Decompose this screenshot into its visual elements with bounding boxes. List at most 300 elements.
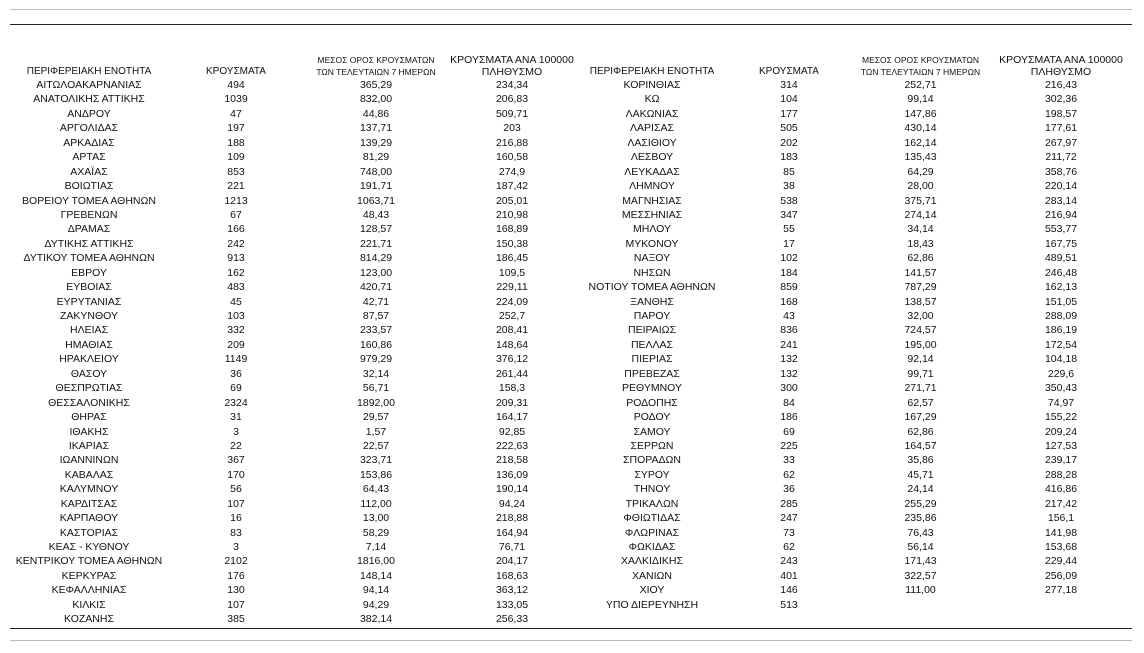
cell-avg: 138,57 — [904, 295, 937, 308]
cell-avg: 979,29 — [359, 353, 393, 366]
cell-per100k: 222,63 — [495, 439, 529, 452]
cell-region: ΧΑΛΚΙΔΙΚΗΣ — [621, 555, 683, 568]
cell-cases: 177 — [780, 107, 798, 120]
cell-region: ΣΕΡΡΩΝ — [630, 439, 674, 452]
cell-cases: 494 — [227, 79, 245, 91]
cell-avg: 167,29 — [904, 411, 937, 424]
cell-avg: 62,86 — [907, 425, 934, 438]
cell-per100k: 167,75 — [1044, 237, 1078, 250]
cell-cases: 69 — [230, 382, 242, 395]
cell-region: ΧΙΟΥ — [639, 584, 665, 597]
cell-per100k: 164,17 — [495, 411, 529, 424]
cell-cases: 85 — [783, 165, 795, 178]
header-per-line2: ΠΛΗΘΥΣΜΟ — [481, 66, 543, 78]
cell-avg: 87,57 — [362, 310, 390, 322]
cell-region: ΣΑΜΟΥ — [633, 425, 671, 438]
cell-cases: 188 — [227, 136, 245, 149]
cell-cases: 166 — [227, 223, 245, 236]
cell-cases: 168 — [780, 295, 798, 308]
cell-avg: 148,14 — [359, 569, 393, 582]
cell-region: ΦΘΙΩΤΙΔΑΣ — [623, 512, 681, 525]
cell-cases: 385 — [227, 613, 245, 626]
cell-avg: 28,00 — [907, 180, 934, 193]
cell-region: ΚΑΣΤΟΡΙΑΣ — [59, 526, 119, 539]
cell-avg: 814,29 — [359, 252, 393, 265]
cell-region: ΜΗΛΟΥ — [633, 223, 671, 236]
cell-avg: 141,57 — [904, 266, 937, 279]
cell-per100k: 218,58 — [495, 454, 529, 467]
cell-region: ΒΟΙΩΤΙΑΣ — [64, 180, 114, 193]
cell-per100k: 198,57 — [1044, 107, 1078, 120]
cell-per100k: 363,12 — [495, 584, 529, 597]
cell-avg: 1892,00 — [357, 396, 395, 409]
cell-region: ΑΝΑΤΟΛΙΚΗΣ ΑΤΤΙΚΗΣ — [33, 93, 145, 106]
cell-per100k: 172,54 — [1044, 338, 1078, 351]
cell-avg: 162,14 — [904, 136, 937, 149]
cell-avg: 1,57 — [365, 425, 387, 438]
cell-cases: 45 — [230, 295, 242, 308]
cell-region: ΞΑΝΘΗΣ — [630, 295, 674, 308]
cell-per100k: 186,19 — [1044, 324, 1078, 337]
cell-region: ΚΑΡΔΙΤΣΑΣ — [60, 497, 118, 510]
cell-per100k: 186,45 — [495, 252, 529, 265]
top-thin-rule — [10, 9, 1132, 10]
cell-region: ΡΕΘΥΜΝΟΥ — [621, 382, 682, 395]
cell-cases: 197 — [227, 122, 245, 135]
cell-per100k: 155,22 — [1044, 411, 1078, 424]
cell-per100k: 509,71 — [495, 107, 529, 120]
cell-region: ΒΟΡΕΙΟΥ ΤΟΜΕΑ ΑΘΗΝΩΝ — [22, 194, 156, 207]
cell-avg: 99,71 — [907, 367, 934, 380]
cell-cases: 247 — [780, 512, 798, 525]
top-rule — [10, 24, 1132, 25]
cell-per100k: 94,24 — [498, 497, 526, 510]
cell-per100k: 350,43 — [1044, 382, 1078, 395]
cell-region: ΠΡΕΒΕΖΑΣ — [624, 367, 680, 380]
cell-cases: 43 — [783, 310, 795, 322]
cell-avg: 271,71 — [904, 382, 937, 395]
cell-cases: 104 — [780, 93, 798, 106]
cell-avg: 274,14 — [904, 208, 937, 221]
cell-per100k: 177,61 — [1044, 122, 1078, 135]
cell-per100k: 209,24 — [1044, 425, 1078, 438]
header-per100k — [447, 54, 577, 78]
cell-cases: 184 — [780, 266, 798, 279]
cell-per100k: 267,97 — [1044, 136, 1078, 149]
cell-region: ΚΟΖΑΝΗΣ — [64, 613, 114, 626]
cell-cases: 202 — [780, 136, 798, 149]
cell-avg: 58,29 — [362, 526, 390, 539]
cell-avg: 153,86 — [359, 468, 393, 481]
cell-cases: 67 — [230, 208, 242, 221]
cell-avg: 171,43 — [904, 555, 937, 568]
cell-avg: 195,00 — [904, 338, 937, 351]
cell-per100k: 151,05 — [1044, 295, 1078, 308]
cell-region: ΚΑΒΑΛΑΣ — [64, 468, 114, 481]
cell-per100k: 277,18 — [1044, 584, 1078, 597]
header-avg-line2: ΤΩΝ ΤΕΛΕΥΤΑΙΩΝ 7 ΗΜΕΡΩΝ — [316, 67, 436, 77]
cell-cases: 162 — [227, 266, 245, 279]
cell-cases: 241 — [780, 338, 798, 351]
cell-per100k: 224,09 — [495, 295, 529, 308]
cell-avg: 7,14 — [365, 541, 387, 553]
cell-avg: 45,71 — [907, 468, 934, 481]
cell-per100k: 216,94 — [1044, 208, 1078, 221]
cell-avg: 32,00 — [907, 310, 934, 322]
cell-region: ΑΧΑΪΑΣ — [70, 165, 108, 178]
cell-region: ΔΥΤΙΚΟΥ ΤΟΜΕΑ ΑΘΗΝΩΝ — [23, 252, 155, 265]
cell-cases: 221 — [227, 180, 245, 193]
cell-region: ΚΑΛΥΜΝΟΥ — [59, 483, 119, 496]
cell-per100k: 187,42 — [495, 180, 529, 193]
cell-region: ΑΡΤΑΣ — [72, 151, 106, 164]
cell-avg: 748,00 — [359, 165, 393, 178]
cell-per100k: 203 — [503, 122, 521, 135]
cell-region: ΘΕΣΠΡΩΤΙΑΣ — [55, 382, 123, 395]
cell-per100k: 302,36 — [1044, 93, 1078, 106]
cell-avg: 18,43 — [907, 237, 934, 250]
cell-avg: 128,57 — [359, 223, 393, 236]
cell-cases: 103 — [227, 310, 245, 322]
cell-per100k: 553,77 — [1044, 223, 1078, 236]
cell-per100k: 220,14 — [1044, 180, 1078, 193]
cell-cases: 36 — [783, 483, 795, 496]
cell-per100k: 216,88 — [495, 136, 529, 149]
cell-cases: 332 — [227, 324, 245, 337]
cell-region: ΘΑΣΟΥ — [70, 367, 108, 380]
cell-avg: 62,86 — [907, 252, 934, 265]
cell-region: ΜΕΣΣΗΝΙΑΣ — [621, 208, 683, 221]
cell-cases: 132 — [780, 353, 798, 366]
cell-region: ΦΛΩΡΙΝΑΣ — [624, 526, 680, 539]
cell-region: ΝΟΤΙΟΥ ΤΟΜΕΑ ΑΘΗΝΩΝ — [588, 281, 716, 294]
cell-per100k: 274,9 — [498, 165, 526, 178]
cell-per100k: 229,44 — [1044, 555, 1078, 568]
cell-per100k: 234,34 — [495, 79, 529, 91]
cell-cases: 170 — [227, 468, 245, 481]
cell-cases: 505 — [780, 122, 798, 135]
cell-avg: 137,71 — [359, 122, 393, 135]
header-per-line1: ΚΡΟΥΣΜΑΤΑ ΑΝΑ 100000 — [450, 54, 574, 66]
cell-cases: 243 — [780, 555, 798, 568]
cell-cases: 2324 — [224, 396, 248, 409]
cell-region: ΦΩΚΙΔΑΣ — [628, 541, 676, 553]
cell-per100k: 74,97 — [1047, 396, 1075, 409]
cell-cases: 33 — [783, 454, 795, 467]
cell-region: ΤΡΙΚΑΛΩΝ — [625, 497, 679, 510]
cell-avg: 32,14 — [362, 367, 390, 380]
cell-cases: 513 — [780, 598, 798, 611]
cell-cases: 56 — [230, 483, 242, 496]
cell-avg: 111,00 — [905, 584, 936, 597]
cell-per100k: 160,58 — [495, 151, 529, 164]
cell-per100k: 127,53 — [1044, 439, 1078, 452]
cell-region: ΓΡΕΒΕΝΩΝ — [60, 208, 118, 221]
cell-region: ΠΕΙΡΑΙΩΣ — [628, 324, 676, 337]
cell-region: ΡΟΔΟΠΗΣ — [626, 396, 678, 409]
cell-region: ΚΕΡΚΥΡΑΣ — [61, 569, 117, 582]
cell-avg: 1063,71 — [357, 194, 395, 207]
cell-region: ΚΟΡΙΝΘΙΑΣ — [623, 79, 681, 91]
cell-per100k: 168,89 — [495, 223, 529, 236]
cell-per100k: 209,31 — [495, 396, 529, 409]
cell-per100k: 288,28 — [1044, 468, 1078, 481]
cell-region: ΙΩΑΝΝΙΝΩΝ — [59, 454, 119, 467]
cell-cases: 31 — [230, 411, 242, 424]
cell-region: ΗΜΑΘΙΑΣ — [65, 338, 113, 351]
cell-cases: 107 — [227, 497, 245, 510]
cell-region: ΜΥΚΟΝΟΥ — [625, 237, 679, 250]
cell-region: ΝΑΞΟΥ — [633, 252, 671, 265]
header-avg-line1: ΜΕΣΟΣ ΟΡΟΣ ΚΡΟΥΣΜΑΤΩΝ — [317, 55, 435, 65]
cell-avg: 233,57 — [359, 324, 393, 337]
cell-per100k: 148,64 — [495, 338, 529, 351]
cell-avg: 430,14 — [904, 122, 937, 135]
cell-per100k: 156,1 — [1047, 512, 1075, 525]
cell-per100k: 210,98 — [495, 208, 529, 221]
cell-avg: 112,00 — [360, 497, 392, 510]
cell-per100k: 133,05 — [495, 598, 529, 611]
cell-region: ΑΙΤΩΛΟΑΚΑΡΝΑΝΙΑΣ — [36, 79, 142, 91]
cell-cases: 836 — [780, 324, 798, 337]
cell-cases: 69 — [783, 425, 795, 438]
cell-per100k: 136,09 — [495, 468, 529, 481]
cell-region: ΙΘΑΚΗΣ — [69, 425, 109, 438]
cell-region: ΕΒΡΟΥ — [71, 266, 107, 279]
cell-per100k: 150,38 — [495, 237, 529, 250]
cell-cases: 225 — [780, 439, 798, 452]
cell-region: ΛΕΣΒΟΥ — [630, 151, 674, 164]
cell-cases: 3 — [233, 541, 239, 553]
cell-cases: 62 — [783, 468, 795, 481]
cell-cases: 1213 — [224, 194, 248, 207]
cell-region: ΕΥΡΥΤΑΝΙΑΣ — [56, 295, 122, 308]
cell-region: ΚΕΦΑΛΛΗΝΙΑΣ — [51, 584, 127, 597]
cell-region: ΚΑΡΠΑΘΟΥ — [59, 512, 119, 525]
header-per100k — [993, 54, 1129, 78]
cell-region: ΗΛΕΙΑΣ — [69, 324, 108, 337]
cell-avg: 94,14 — [362, 584, 390, 597]
cell-cases: 285 — [780, 497, 798, 510]
cell-cases: 538 — [780, 194, 798, 207]
cell-region: ΤΗΝΟΥ — [633, 483, 671, 496]
cell-per100k: 216,43 — [1044, 79, 1078, 91]
cell-per100k: 239,17 — [1044, 454, 1078, 467]
cell-cases: 859 — [780, 281, 798, 294]
cell-region: ΑΝΔΡΟΥ — [67, 107, 111, 120]
cell-cases: 62 — [783, 541, 795, 553]
cell-cases: 401 — [780, 569, 798, 582]
cell-cases: 367 — [227, 454, 245, 467]
cell-avg: 365,29 — [359, 79, 393, 91]
cell-avg: 135,43 — [904, 151, 937, 164]
cell-region: ΥΠΟ ΔΙΕΡΕΥΝΗΣΗ — [605, 598, 699, 611]
cell-avg: 35,86 — [907, 454, 934, 467]
cell-avg: 76,43 — [907, 526, 934, 539]
cell-avg: 94,29 — [362, 598, 390, 611]
cell-cases: 1149 — [224, 353, 248, 366]
cell-avg: 48,43 — [362, 208, 390, 221]
cell-per100k: 376,12 — [495, 353, 529, 366]
cell-per100k: 109,5 — [498, 266, 526, 279]
cell-region: ΜΑΓΝΗΣΙΑΣ — [622, 194, 682, 207]
cell-cases: 209 — [227, 338, 245, 351]
cell-per100k: 164,94 — [495, 526, 529, 539]
cell-per100k: 229,11 — [496, 281, 528, 294]
cell-region: ΘΕΣΣΑΛΟΝΙΚΗΣ — [48, 396, 130, 409]
cell-cases: 3 — [233, 425, 239, 438]
cell-avg: 42,71 — [362, 295, 390, 308]
cell-avg: 64,43 — [362, 483, 390, 496]
cell-cases: 38 — [783, 180, 795, 193]
cell-avg: 420,71 — [359, 281, 393, 294]
cell-cases: 109 — [227, 151, 245, 164]
cell-region: ΛΑΡΙΣΑΣ — [630, 122, 674, 135]
cell-region: ΑΡΓΟΛΙΔΑΣ — [59, 122, 119, 135]
cell-cases: 1039 — [224, 93, 248, 106]
cell-per100k: 246,48 — [1044, 266, 1078, 279]
cell-cases: 176 — [227, 569, 245, 582]
cell-region: ΝΗΣΩΝ — [633, 266, 671, 279]
cell-per100k: 205,01 — [495, 194, 529, 207]
cell-avg: 92,14 — [907, 353, 934, 366]
cell-avg: 191,71 — [359, 180, 393, 193]
cell-avg: 34,14 — [907, 223, 934, 236]
cell-region: ΠΙΕΡΙΑΣ — [631, 353, 673, 366]
cell-per100k: 190,14 — [495, 483, 529, 496]
cell-per100k: 168,63 — [495, 569, 529, 582]
cell-avg: 221,71 — [359, 237, 393, 250]
header-region: ΠΕΡΙΦΕΡΕΙΑΚΗ ΕΝΟΤΗΤΑ — [589, 66, 715, 77]
cell-region: ΛΑΚΩΝΙΑΣ — [625, 107, 679, 120]
cell-region: ΕΥΒΟΙΑΣ — [66, 281, 112, 294]
cell-avg: 164,57 — [904, 439, 937, 452]
bottom-rule — [10, 628, 1132, 629]
cell-avg: 382,14 — [359, 613, 393, 626]
cell-avg: 375,71 — [904, 194, 937, 207]
cell-region: ΔΥΤΙΚΗΣ ΑΤΤΙΚΗΣ — [44, 237, 134, 250]
cell-per100k: 218,88 — [495, 512, 529, 525]
cell-region: ΣΥΡΟΥ — [634, 468, 670, 481]
header-cases: ΚΡΟΥΣΜΑΤΑ — [759, 66, 819, 77]
bottom-thin-rule — [10, 640, 1132, 641]
cell-per100k: 489,51 — [1044, 252, 1078, 265]
cell-avg: 235,86 — [904, 512, 937, 525]
cell-cases: 483 — [227, 281, 245, 294]
header-region: ΠΕΡΙΦΕΡΕΙΑΚΗ ΕΝΟΤΗΤΑ — [26, 66, 152, 77]
cell-avg: 323,71 — [359, 454, 393, 467]
header-avg-line1: ΜΕΣΟΣ ΟΡΟΣ ΚΡΟΥΣΜΑΤΩΝ — [862, 55, 979, 65]
cell-cases: 186 — [780, 411, 798, 424]
cell-cases: 913 — [227, 252, 245, 265]
cell-region: ΚΩ — [644, 93, 660, 106]
header-per-line2: ΠΛΗΘΥΣΜΟ — [1030, 66, 1092, 78]
cell-cases: 130 — [227, 584, 245, 597]
cell-region: ΛΑΣΙΘΙΟΥ — [627, 136, 677, 149]
cell-per100k: 141,98 — [1044, 526, 1078, 539]
cell-region: ΖΑΚΥΝΘΟΥ — [59, 310, 118, 322]
cell-per100k: 256,33 — [495, 613, 529, 626]
cell-region: ΗΡΑΚΛΕΙΟΥ — [59, 353, 119, 366]
cell-region: ΠΕΛΛΑΣ — [630, 338, 674, 351]
cell-region: ΙΚΑΡΙΑΣ — [68, 439, 110, 452]
cell-avg: 123,00 — [359, 266, 393, 279]
cell-cases: 853 — [227, 165, 245, 178]
cell-cases: 107 — [227, 598, 245, 611]
cell-per100k: 288,09 — [1044, 310, 1078, 322]
cell-avg: 147,86 — [904, 107, 937, 120]
cell-region: ΘΗΡΑΣ — [71, 411, 107, 424]
cell-region: ΚΕΝΤΡΙΚΟΥ ΤΟΜΕΑ ΑΘΗΝΩΝ — [15, 555, 163, 568]
cell-per100k: 217,42 — [1044, 497, 1078, 510]
cell-cases: 47 — [230, 107, 242, 120]
cell-per100k: 256,09 — [1044, 569, 1078, 582]
cell-cases: 36 — [230, 367, 242, 380]
header-per-line1: ΚΡΟΥΣΜΑΤΑ ΑΝΑ 100000 — [999, 54, 1123, 66]
cell-avg: 1816,00 — [357, 555, 395, 568]
header-avg — [305, 54, 447, 78]
cell-per100k: 158,3 — [498, 382, 526, 395]
cell-avg: 139,29 — [359, 136, 393, 149]
cell-region: ΔΡΑΜΑΣ — [67, 223, 111, 236]
cell-per100k: 283,14 — [1044, 194, 1078, 207]
cell-avg: 13,00 — [362, 512, 390, 525]
cell-cases: 73 — [783, 526, 795, 539]
cell-avg: 724,57 — [904, 324, 937, 337]
cell-region: ΣΠΟΡΑΔΩΝ — [623, 454, 681, 467]
cell-per100k: 104,18 — [1044, 353, 1078, 366]
cell-region: ΑΡΚΑΔΙΑΣ — [63, 136, 115, 149]
cell-region: ΡΟΔΟΥ — [633, 411, 671, 424]
cell-per100k: 206,83 — [495, 93, 529, 106]
cell-region: ΚΙΛΚΙΣ — [72, 598, 106, 611]
cell-cases: 16 — [230, 512, 242, 525]
cell-avg: 81,29 — [362, 151, 390, 164]
cell-cases: 22 — [230, 439, 242, 452]
cell-avg: 56,14 — [907, 541, 934, 553]
cell-cases: 55 — [783, 223, 795, 236]
cell-cases: 183 — [780, 151, 798, 164]
cell-avg: 64,29 — [907, 165, 934, 178]
cell-per100k: 211,72 — [1045, 151, 1077, 164]
cell-per100k: 252,7 — [498, 310, 526, 322]
cell-avg: 787,29 — [904, 281, 937, 294]
cell-per100k: 153,68 — [1044, 541, 1078, 553]
header-avg-line2: ΤΩΝ ΤΕΛΕΥΤΑΙΩΝ 7 ΗΜΕΡΩΝ — [860, 67, 981, 77]
cell-cases: 17 — [783, 237, 795, 250]
cell-cases: 2102 — [224, 555, 248, 568]
cell-avg: 56,71 — [362, 382, 390, 395]
cell-avg: 62,57 — [907, 396, 934, 409]
cell-per100k: 76,71 — [498, 541, 526, 553]
cell-per100k: 204,17 — [495, 555, 529, 568]
cell-per100k: 358,76 — [1044, 165, 1078, 178]
cell-cases: 314 — [780, 79, 798, 91]
cell-per100k: 162,13 — [1044, 281, 1078, 294]
cell-per100k: 229,6 — [1047, 367, 1075, 380]
cell-avg: 160,86 — [359, 338, 393, 351]
cell-region: ΛΕΥΚΑΔΑΣ — [624, 165, 680, 178]
cell-per100k: 208,41 — [495, 324, 529, 337]
cell-avg: 24,14 — [907, 483, 934, 496]
cell-avg: 322,57 — [904, 569, 937, 582]
cell-avg: 832,00 — [359, 93, 393, 106]
cell-per100k: 416,86 — [1044, 483, 1078, 496]
cell-cases: 300 — [780, 382, 798, 395]
cell-cases: 83 — [230, 526, 242, 539]
cell-avg: 252,71 — [904, 79, 937, 91]
cell-avg: 99,14 — [907, 93, 934, 106]
